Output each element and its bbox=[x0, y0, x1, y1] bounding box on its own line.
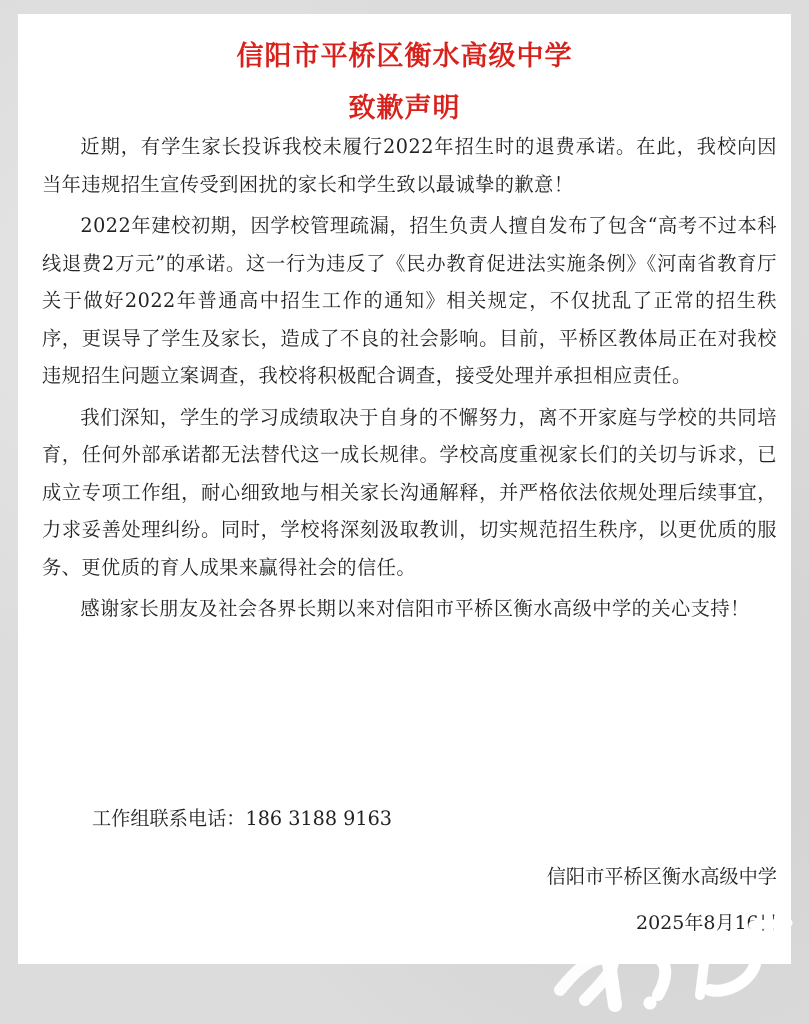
paragraph-2: 2022年建校初期，因学校管理疏漏，招生负责人擅自发布了包含“高考不过本科线退费2万元”的承诺。这一行为违反了《民办教育促进法实施条例》《河南省教育厅关于做好2022年普通高中招生工作的通知》相关规定，不仅扰乱了正常的招生秩序，更误导了学生及家长，造成了不良的社会影响。目前，平桥区教体局正在对我校违规招生问题立案调查，我校将积极配合调查，接受处理并承担相应责任。 bbox=[42, 214, 777, 387]
date: 2025年8月16日 bbox=[636, 912, 778, 934]
contact-phone: 工作组联系电话：186 3188 9163 bbox=[92, 807, 392, 830]
document-title: 信阳市平桥区衡水高级中学 bbox=[236, 41, 573, 72]
brush-calligraphy-logo-icon bbox=[540, 895, 800, 1015]
paragraph-1: 近期，有学生家长投诉我校未履行2022年招生时的退费承诺。在此，我校向因当年违规招生宣传受到困扰的家长和学生致以最诚挚的歉意！ bbox=[42, 135, 777, 196]
paragraph-4: 感谢家长朋友及社会各界长期以来对信阳市平桥区衡水高级中学的关心支持！ bbox=[80, 597, 750, 620]
document-subtitle: 致歉声明 bbox=[348, 93, 461, 124]
document-body bbox=[42, 128, 777, 632]
paragraph-3: 我们深知，学生的学习成绩取决于自身的不懈努力，离不开家庭与学校的共同培育，任何外部承诺都无法替代这一成长规律。学校高度重视家长们的关切与诉求，已成立专项工作组，耐心细致地与相关家长沟通解释，并严格依法依规处理后续事宜，力求妥善处理纠纷。同时，学校将深刻汲取教训，切实规范招生秩序，以更优质的服务、更优质的育人成果来赢得社会的信任。 bbox=[42, 405, 777, 579]
signature: 信阳市平桥区衡水高级中学 bbox=[546, 865, 777, 888]
